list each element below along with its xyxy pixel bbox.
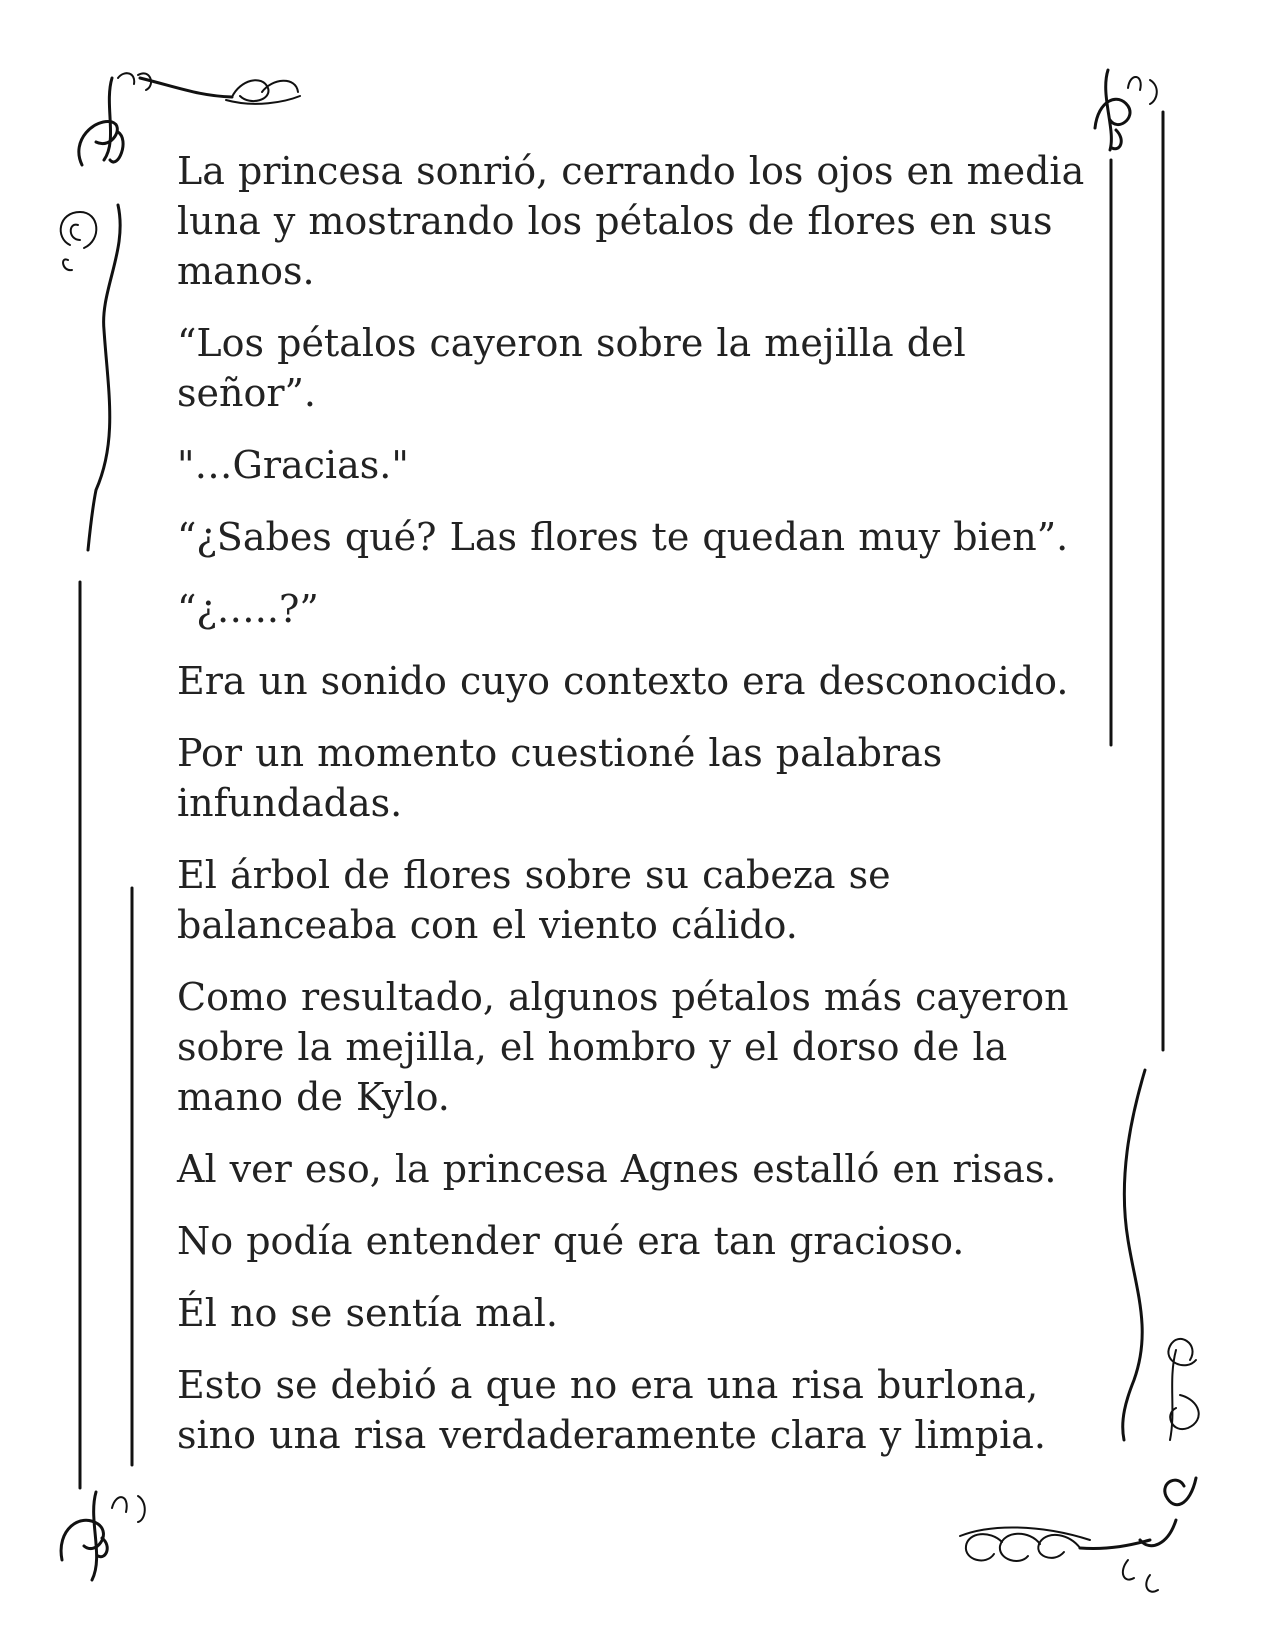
paragraph: “¿Sabes qué? Las flores te quedan muy bien”. [177, 515, 1069, 559]
paragraph: “¿…..?” [177, 587, 319, 631]
paragraph: Como resultado, algunos pétalos más cayeron sobre la mejilla, el hombro y el dorso de la mano de Kylo. [177, 975, 1069, 1119]
story-text [177, 146, 1112, 1482]
flourish-top-right-icon [1095, 70, 1157, 150]
paragraph: Esto se debió a que no era una risa burlona, sino una risa verdaderamente clara y limpia. [177, 1363, 1046, 1457]
paragraph: Al ver eso, la princesa Agnes estalló en risas. [177, 1147, 1057, 1191]
paragraph: “Los pétalos cayeron sobre la mejilla del señor”. [177, 321, 966, 415]
paragraph: La princesa sonrió, cerrando los ojos en media luna y mostrando los pétalos de flores en sus manos. [177, 149, 1085, 293]
paragraph: El árbol de flores sobre su cabeza se balanceaba con el viento cálido. [177, 853, 891, 947]
paragraph: Él no se sentía mal. [177, 1291, 559, 1335]
paragraph: Era un sonido cuyo contexto era desconocido. [177, 659, 1069, 703]
paragraph: "…Gracias." [177, 443, 409, 487]
paragraph: Por un momento cuestioné las palabras infundadas. [177, 731, 943, 825]
flourish-bottom-left-icon [61, 1492, 145, 1580]
paragraph: No podía entender qué era tan gracioso. [177, 1219, 965, 1263]
